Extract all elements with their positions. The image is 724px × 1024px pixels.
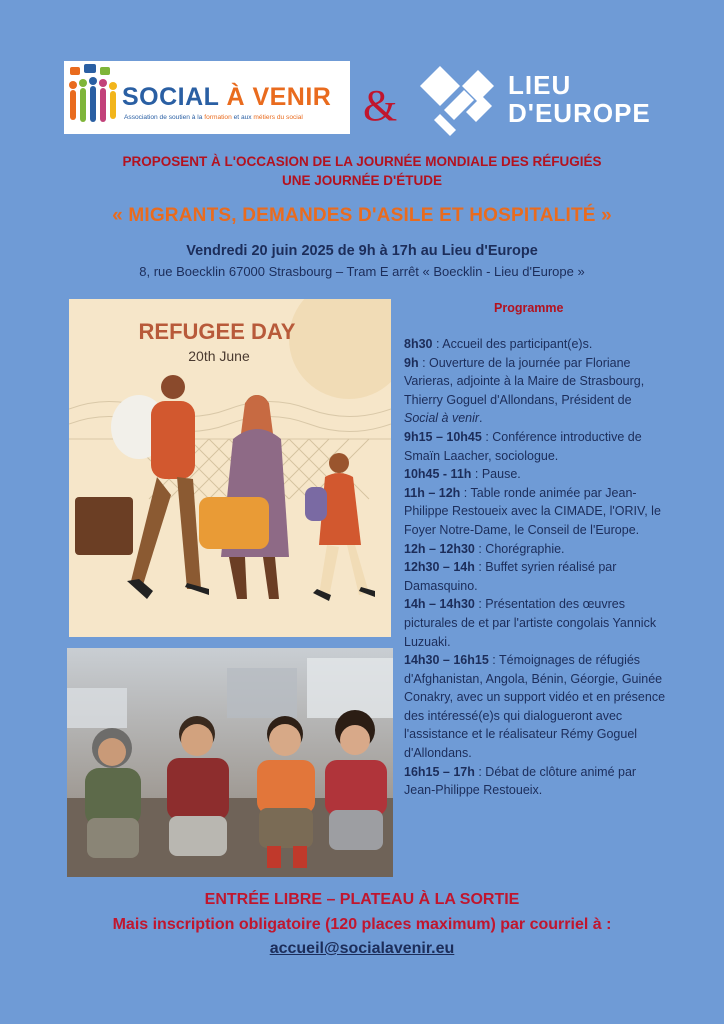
programme-item: 12h30 – 14h : Buffet syrien réalisé par Damasquino.	[404, 560, 617, 593]
event-title: « MIGRANTS, DEMANDES D'ASILE ET HOSPITALITÉ »	[112, 205, 612, 226]
programme-item: 16h15 – 17h : Débat de clôture animé par Jean-Philippe Restoueix.	[404, 764, 637, 798]
ampersand: &	[363, 81, 398, 130]
headline-line2: UNE JOURNÉE D'ÉTUDE	[282, 173, 442, 188]
footer-registration: Mais inscription obligatoire (120 places maximum) par courriel à :	[112, 916, 612, 933]
lieu-d-europe-line2: D'EUROPE	[508, 98, 651, 128]
social-a-venir-tagline: Association de soutien à la formation et aux métiers du social	[124, 114, 303, 121]
event-date: Vendredi 20 juin 2025 de 9h à 17h au Lieu d'Europe	[186, 243, 538, 259]
programme-item: 9h : Ouverture de la journée par Floriane Varieras, adjointe à la Maire de Strasbourg,	[404, 355, 645, 389]
illustration-title: REFUGEE DAY	[138, 319, 296, 344]
programme-item: 11h – 12h : Table ronde animée par Jean-Philippe Restoueix avec la CIMADE, l'ORIV, le Foyer Notre-Dame, le Conseil de l'Europe.	[404, 485, 661, 537]
children-photo	[67, 648, 393, 877]
lieu-d-europe-line1: LIEU	[508, 70, 572, 100]
refugee-day-drawing	[69, 299, 391, 637]
refugee-day-illustration	[69, 299, 391, 637]
headline-line1: PROPOSENT À L'OCCASION DE LA JOURNÉE MONDIALE DES RÉFUGIÉS	[122, 154, 602, 169]
social-a-venir-logo	[64, 61, 350, 134]
lieu-d-europe-logo	[420, 66, 670, 136]
programme-item: 8h30 : Accueil des participant(e)s.	[404, 337, 593, 351]
lieu-d-europe-emblem-icon	[420, 66, 494, 136]
footer-email-container	[0, 940, 724, 958]
children-photo-drawing	[67, 648, 393, 877]
footer-free-entry: ENTRÉE LIBRE – PLATEAU À LA SORTIE	[204, 891, 520, 908]
programme-list	[404, 335, 666, 800]
programme-item: Thierry Goguel d'Allondans, Président de Social à venir.	[404, 392, 632, 426]
programme-item: 9h15 – 10h45 : Conférence introductive de Smaïn Laacher, sociologue.	[404, 429, 642, 463]
social-a-venir-wordmark: SOCIAL À VENIR	[122, 83, 332, 111]
programme-item: 10h45 - 11h : Pause.	[404, 467, 521, 482]
programme-item: 14h – 14h30 : Présentation des œuvres picturales de et par l'artiste congolais Yannick Luzuaki.	[404, 597, 657, 649]
event-address: 8, rue Boecklin 67000 Strasbourg – Tram E arrêt « Boecklin - Lieu d'Europe »	[139, 264, 585, 279]
people-group-icon	[64, 61, 120, 134]
programme-item: 12h – 12h30 : Chorégraphie.	[404, 541, 565, 556]
programme-item: 14h30 – 16h15 : Témoignages de réfugiés d'Afghanistan, Angola, Bénin, Géorgie, Guinée Conakry, avec un support vidéo et en présence des intéressé(e)s qui dialogueront avec l'assistance et le réalisateur Rémy Goguel d'Allondans.	[404, 653, 666, 761]
email-link[interactable]: accueil@socialavenir.eu	[269, 940, 455, 957]
programme-title: Programme	[494, 301, 564, 315]
illustration-subtitle: 20th June	[188, 348, 250, 364]
